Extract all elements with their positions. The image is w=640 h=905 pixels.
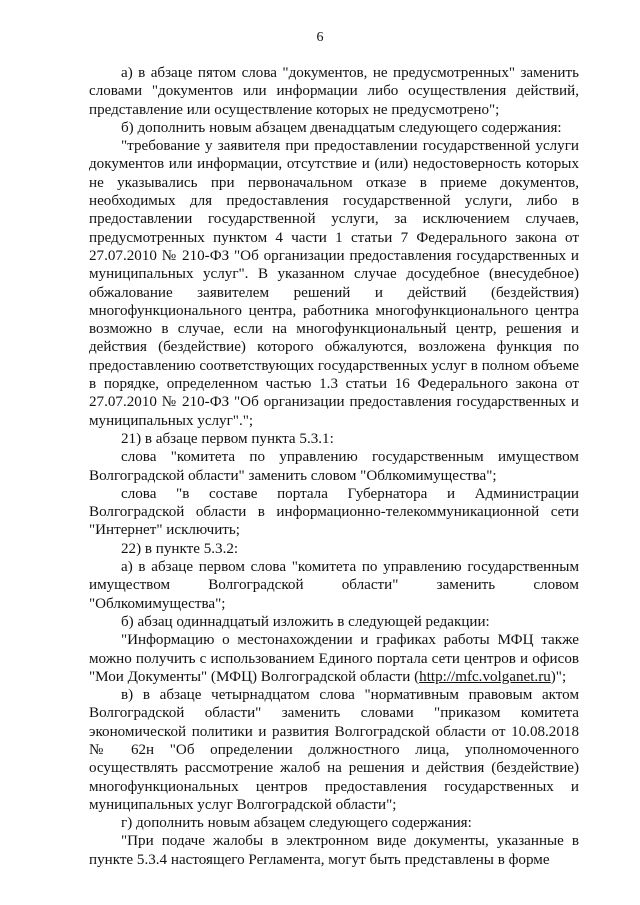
- page-number: 6: [316, 30, 324, 45]
- paragraph-21-words-2: слова "в составе портала Губернатора и Администрации Волгоградской области в информационно-телекоммуникационной сети "Интернет" исключить;: [89, 485, 579, 539]
- mfc-info-tail: )";: [550, 668, 567, 685]
- paragraph-5-a: а) в абзаце пятом слова "документов, не предусмотренных" заменить словами "документов или информации либо осуществления действий, представление или осуществление которых не предусмотрено";: [89, 65, 579, 118]
- paragraph-mfc-info: [89, 631, 579, 686]
- paragraph-quote-electronic: "При подаче жалобы в электронном виде документы, указанные в пункте 5.3.4 настоящего Регламента, могут быть представлены в форме: [89, 833, 579, 868]
- document-body: [89, 64, 579, 869]
- mfc-website-link[interactable]: http://mfc.volganet.ru: [419, 668, 551, 685]
- paragraph-item-22: 22) в пункте 5.3.2:: [121, 540, 239, 557]
- paragraph-21-words-1: слова "комитета по управлению государственным имуществом Волгоградской области" заменить словом "Облкомимущества";: [89, 449, 579, 484]
- paragraph-item-21: 21) в абзаце первом пункта 5.3.1:: [121, 430, 334, 447]
- paragraph-22-b: б) абзац одиннадцатый изложить в следующей редакции:: [121, 613, 490, 630]
- mfc-info-text: "Информацию о местонахождении и графиках работы МФЦ также можно получить с использованием Единого портала сети центров и офисов "Мои Документы" (МФЦ) Волгоградской области (: [89, 632, 579, 685]
- paragraph-quote-requirement: "требование у заявителя при предоставлении государственной услуги документов или информации, отсутствие и (или) недостоверность которых не указывались при первоначальном отказе в приеме документов, необходимых для предоставления государственной услуги, либо в предоставлении государственной услуги, за исключением случаев, предусмотренных пунктом 4 части 1 статьи 7 Федерального закона от 27.07.2010 № 210-ФЗ "Об организации предоставления государственных и муниципальных услуг". В указанном случае досудебное (внесудебное) обжалование заявителем решений и действий (бездействия) многофункционального центра, работника многофункционального центра возможно в случае, если на многофункциональный центр, решения и действия (бездействие) которого обжалуются, возложена функция по предоставлению соответствующих государственных услуг в полном объеме в порядке, определенном частью 1.3 статьи 16 Федерального закона от 27.07.2010 № 210-ФЗ "Об организации предоставления государственных и муниципальных услуг".";: [89, 138, 579, 429]
- paragraph-22-v: в) в абзаце четырнадцатом слова "нормативным правовым актом Волгоградской области" заменить словами "приказом комитета экономической политики и развития Волгоградской области от 10.08.2018 № 62н "Об определении должностного лица, уполномоченного осуществлять рассмотрение жалоб на решения и действия (бездействие) многофункциональных центров предоставления государственных и муниципальных услуг Волгоградской области";: [89, 687, 579, 813]
- paragraph-22-g: г) дополнить новым абзацем следующего содержания:: [121, 815, 472, 832]
- paragraph-5-b: б) дополнить новым абзацем двенадцатым следующего содержания:: [121, 119, 562, 136]
- paragraph-22-a: а) в абзаце первом слова "комитета по управлению государственным имуществом Волгоградской области" заменить словом "Облкомимущества";: [89, 559, 579, 612]
